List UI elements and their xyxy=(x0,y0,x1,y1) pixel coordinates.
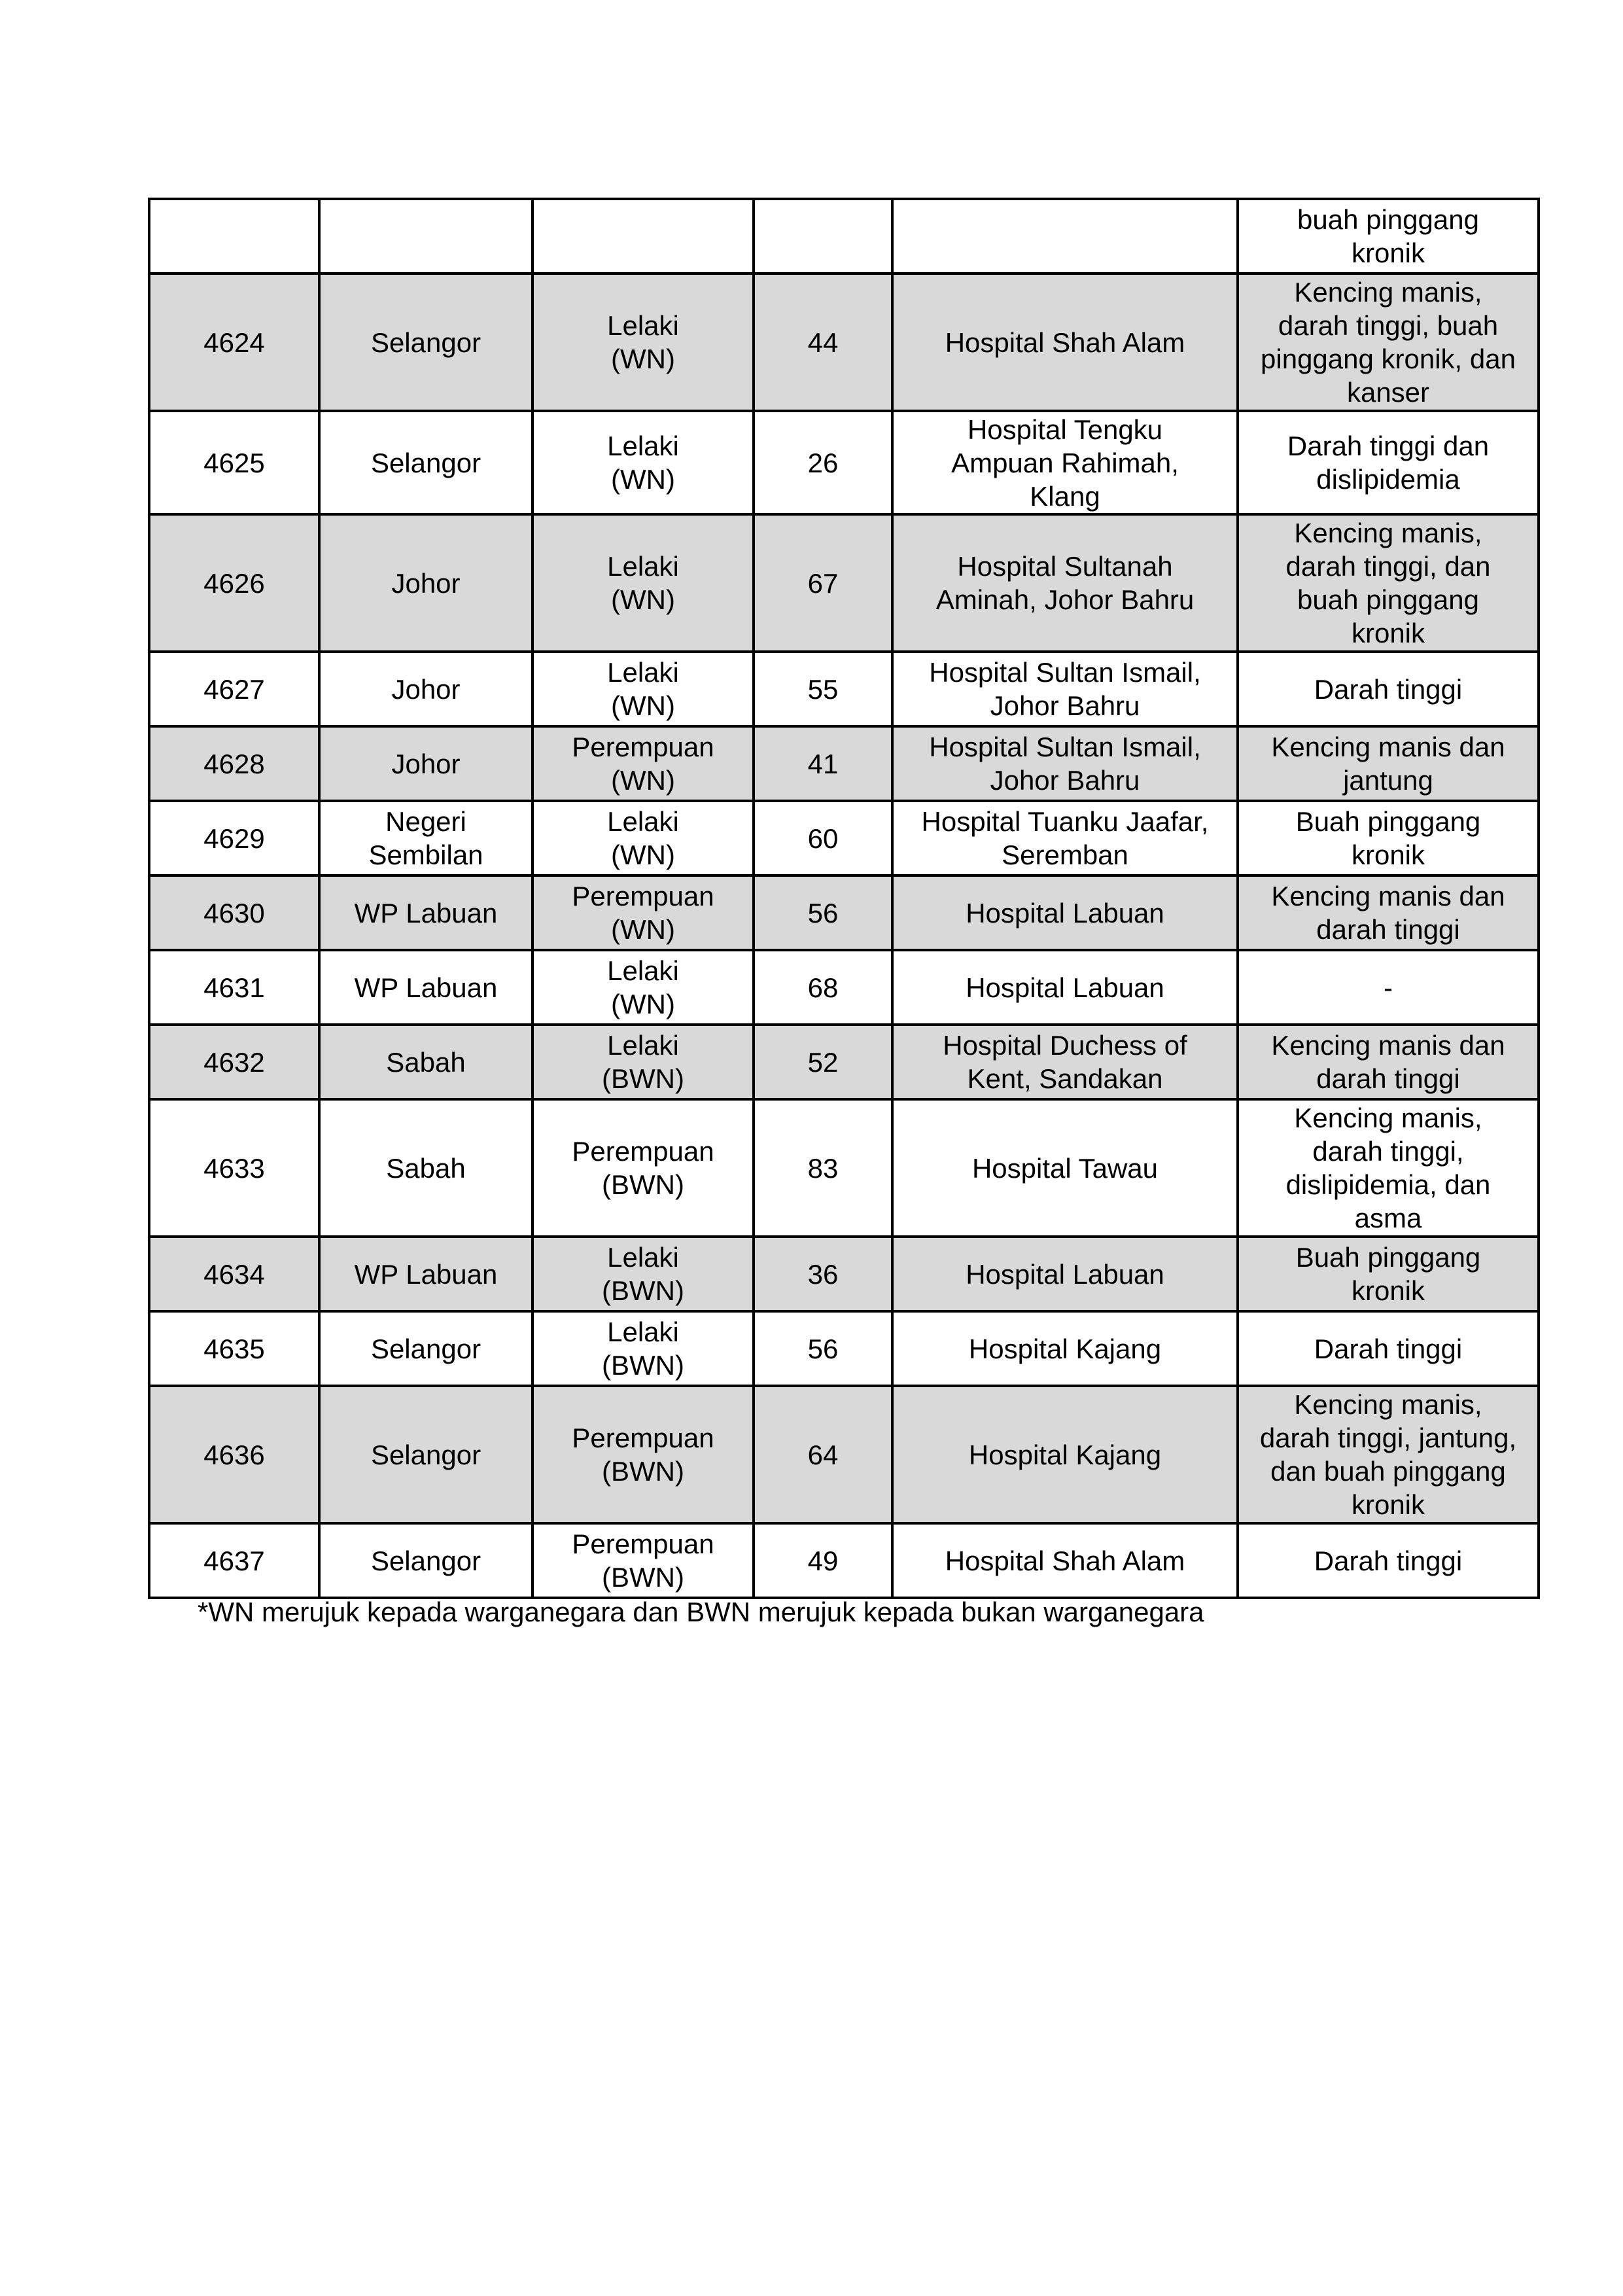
state-cell-line: Johor xyxy=(391,748,461,779)
age-cell: 55 xyxy=(754,652,892,726)
state-cell xyxy=(319,199,532,274)
gender-cell xyxy=(532,1523,754,1598)
state-cell xyxy=(319,1386,532,1523)
conditions-cell-line: Buah pinggang xyxy=(1295,1242,1481,1273)
conditions-cell xyxy=(1238,1386,1539,1523)
gender-cell-line: (BWN) xyxy=(602,1350,684,1381)
state-cell xyxy=(319,514,532,652)
age-cell: 44 xyxy=(754,274,892,411)
conditions-cell xyxy=(1238,274,1539,411)
table-row xyxy=(149,1237,1539,1311)
conditions-cell-line: buah pinggang xyxy=(1297,204,1479,235)
hospital-cell xyxy=(892,411,1238,514)
table-row xyxy=(149,1099,1539,1237)
hospital-cell-line: Hospital Labuan xyxy=(966,1258,1164,1290)
gender-cell xyxy=(532,1386,754,1523)
conditions-cell xyxy=(1238,1523,1539,1598)
table-row xyxy=(149,1025,1539,1099)
age-cell: 52 xyxy=(754,1025,892,1099)
gender-cell xyxy=(532,1099,754,1237)
hospital-cell-line: Hospital Sultan Ismail, xyxy=(929,732,1201,762)
hospital-cell-line: Kent, Sandakan xyxy=(967,1063,1163,1094)
hospital-cell-line: Hospital Tuanku Jaafar, xyxy=(921,806,1209,837)
state-cell xyxy=(319,801,532,875)
hospital-cell-line: Hospital Sultan Ismail, xyxy=(929,657,1201,688)
state-cell-line: Selangor xyxy=(370,447,481,478)
gender-cell-line: Lelaki xyxy=(607,1242,679,1273)
conditions-cell-line: dislipidemia, dan xyxy=(1285,1169,1491,1200)
gender-cell-line: (WN) xyxy=(611,584,675,615)
table-row xyxy=(149,1311,1539,1386)
age-cell: 83 xyxy=(754,1099,892,1237)
gender-cell-line: (BWN) xyxy=(602,1456,684,1487)
gender-cell xyxy=(532,1311,754,1386)
conditions-cell xyxy=(1238,1237,1539,1311)
conditions-cell-line: - xyxy=(1384,972,1393,1003)
hospital-cell-line: Hospital Tawau xyxy=(971,1152,1159,1184)
hospital-cell xyxy=(892,1311,1238,1386)
gender-cell xyxy=(532,726,754,801)
hospital-cell xyxy=(892,274,1238,411)
conditions-cell xyxy=(1238,1099,1539,1237)
gender-cell-line: Perempuan xyxy=(572,1422,714,1453)
case-table xyxy=(148,198,1540,1599)
hospital-cell-line: Hospital Kajang xyxy=(968,1439,1162,1470)
gender-cell-line: Lelaki xyxy=(607,1316,679,1347)
gender-cell-line: Perempuan xyxy=(572,732,714,762)
gender-cell-line: Lelaki xyxy=(607,806,679,837)
hospital-cell xyxy=(892,1523,1238,1598)
conditions-cell-line: Buah pinggang xyxy=(1295,806,1481,837)
conditions-cell-line: dan buah pinggang xyxy=(1270,1456,1506,1487)
state-cell-line: Selangor xyxy=(370,1333,481,1364)
case-number-cell: 4635 xyxy=(149,1311,319,1386)
gender-cell xyxy=(532,950,754,1025)
hospital-cell xyxy=(892,652,1238,726)
state-cell xyxy=(319,1523,532,1598)
age-cell: 56 xyxy=(754,875,892,950)
gender-cell-line: (BWN) xyxy=(602,1063,684,1094)
table-row xyxy=(149,199,1539,274)
age-cell xyxy=(754,199,892,274)
gender-cell xyxy=(532,652,754,726)
conditions-cell-line: darah tinggi xyxy=(1316,1063,1460,1094)
conditions-cell-line: darah tinggi xyxy=(1316,914,1460,945)
gender-cell-line: (WN) xyxy=(611,464,675,495)
age-cell: 60 xyxy=(754,801,892,875)
case-number-cell: 4637 xyxy=(149,1523,319,1598)
conditions-cell-line: darah tinggi, dan xyxy=(1285,551,1491,582)
hospital-cell-line: Aminah, Johor Bahru xyxy=(935,584,1195,615)
case-number-cell: 4624 xyxy=(149,274,319,411)
state-cell xyxy=(319,1237,532,1311)
state-cell-line: Sembilan xyxy=(368,839,483,870)
gender-cell xyxy=(532,274,754,411)
case-table-body xyxy=(149,199,1539,1598)
gender-cell-line: Perempuan xyxy=(572,1136,714,1167)
conditions-cell-line: Kencing manis dan xyxy=(1271,732,1505,762)
conditions-cell-line: kronik xyxy=(1351,839,1425,870)
conditions-cell-line: Kencing manis, xyxy=(1294,277,1482,308)
hospital-cell xyxy=(892,950,1238,1025)
state-cell xyxy=(319,1311,532,1386)
state-cell-line: Selangor xyxy=(370,1439,481,1470)
conditions-cell-line: Kencing manis, xyxy=(1294,1103,1482,1133)
table-row xyxy=(149,726,1539,801)
gender-cell-line: Lelaki xyxy=(607,955,679,986)
conditions-cell-line: Darah tinggi dan xyxy=(1287,431,1490,461)
state-cell xyxy=(319,1025,532,1099)
gender-cell-line: Lelaki xyxy=(607,1030,679,1061)
conditions-cell-line: kronik xyxy=(1351,238,1425,268)
conditions-cell xyxy=(1238,199,1539,274)
footnote: *WN merujuk kepada warganegara dan BWN merujuk kepada bukan warganegara xyxy=(198,1597,1204,1627)
hospital-cell-line: Hospital Sultanah xyxy=(957,551,1173,582)
gender-cell-line: Lelaki xyxy=(607,657,679,688)
conditions-cell-line: pinggang kronik, dan xyxy=(1261,344,1516,374)
conditions-cell xyxy=(1238,514,1539,652)
gender-cell-line: (WN) xyxy=(611,989,675,1019)
case-number-cell: 4625 xyxy=(149,411,319,514)
conditions-cell-line: Kencing manis dan xyxy=(1271,1030,1505,1061)
table-row xyxy=(149,514,1539,652)
age-cell: 49 xyxy=(754,1523,892,1598)
state-cell-line: Selangor xyxy=(370,327,481,358)
gender-cell-line: (WN) xyxy=(611,690,675,721)
conditions-cell-line: darah tinggi, buah xyxy=(1278,310,1499,341)
hospital-cell xyxy=(892,514,1238,652)
case-number-cell: 4628 xyxy=(149,726,319,801)
state-cell xyxy=(319,1099,532,1237)
conditions-cell-line: kronik xyxy=(1351,1489,1425,1520)
case-number-cell: 4636 xyxy=(149,1386,319,1523)
table-row xyxy=(149,875,1539,950)
case-number-cell: 4630 xyxy=(149,875,319,950)
hospital-cell-line: Klang xyxy=(1030,480,1100,512)
conditions-cell-line: kanser xyxy=(1346,377,1430,408)
conditions-cell-line: Darah tinggi xyxy=(1314,1545,1463,1576)
case-number-cell: 4627 xyxy=(149,652,319,726)
state-cell xyxy=(319,726,532,801)
gender-cell-line: (WN) xyxy=(611,765,675,796)
hospital-cell xyxy=(892,1386,1238,1523)
age-cell: 26 xyxy=(754,411,892,514)
conditions-cell-line: darah tinggi, xyxy=(1312,1136,1464,1167)
conditions-cell xyxy=(1238,801,1539,875)
gender-cell-line: Perempuan xyxy=(572,881,714,911)
gender-cell-line: Perempuan xyxy=(572,1528,714,1559)
conditions-cell-line: Kencing manis dan xyxy=(1271,881,1505,911)
hospital-cell xyxy=(892,875,1238,950)
conditions-cell-line: Kencing manis, xyxy=(1294,518,1482,548)
state-cell-line: WP Labuan xyxy=(354,897,498,928)
gender-cell-line: (BWN) xyxy=(602,1275,684,1306)
table-row xyxy=(149,1523,1539,1598)
age-cell: 41 xyxy=(754,726,892,801)
gender-cell-line: (BWN) xyxy=(602,1169,684,1200)
conditions-cell-line: buah pinggang xyxy=(1297,584,1479,615)
case-number-cell xyxy=(149,199,319,274)
conditions-cell-line: darah tinggi, jantung, xyxy=(1259,1422,1517,1453)
case-number-cell: 4631 xyxy=(149,950,319,1025)
gender-cell xyxy=(532,801,754,875)
case-number-cell: 4634 xyxy=(149,1237,319,1311)
hospital-cell xyxy=(892,1237,1238,1311)
state-cell-line: Johor xyxy=(391,673,461,705)
case-number-cell: 4633 xyxy=(149,1099,319,1237)
gender-cell-line: (WN) xyxy=(611,839,675,870)
state-cell-line: Sabah xyxy=(386,1152,466,1184)
hospital-cell xyxy=(892,726,1238,801)
hospital-cell xyxy=(892,199,1238,274)
hospital-cell-line: Hospital Tengku xyxy=(967,414,1163,445)
conditions-cell-line: jantung xyxy=(1343,765,1433,796)
state-cell xyxy=(319,411,532,514)
age-cell: 68 xyxy=(754,950,892,1025)
conditions-cell-line: kronik xyxy=(1351,618,1425,648)
hospital-cell-line: Hospital Kajang xyxy=(968,1333,1162,1364)
gender-cell xyxy=(532,514,754,652)
table-row xyxy=(149,411,1539,514)
state-cell-line: Selangor xyxy=(370,1545,481,1576)
hospital-cell-line: Ampuan Rahimah, xyxy=(951,447,1179,478)
age-cell: 56 xyxy=(754,1311,892,1386)
conditions-cell xyxy=(1238,1025,1539,1099)
gender-cell-line: (WN) xyxy=(611,344,675,374)
case-number-cell: 4632 xyxy=(149,1025,319,1099)
hospital-cell-line: Hospital Duchess of xyxy=(943,1030,1187,1061)
gender-cell-line: (WN) xyxy=(611,914,675,945)
hospital-cell xyxy=(892,1025,1238,1099)
state-cell-line: Johor xyxy=(391,567,461,599)
conditions-cell-line: Darah tinggi xyxy=(1314,1333,1463,1364)
gender-cell-line: Lelaki xyxy=(607,551,679,582)
gender-cell xyxy=(532,199,754,274)
state-cell-line: WP Labuan xyxy=(354,972,498,1003)
state-cell xyxy=(319,875,532,950)
table-row xyxy=(149,801,1539,875)
gender-cell-line: Lelaki xyxy=(607,310,679,341)
state-cell-line: WP Labuan xyxy=(354,1258,498,1290)
hospital-cell-line: Hospital Shah Alam xyxy=(945,327,1185,358)
table-row xyxy=(149,950,1539,1025)
age-cell: 36 xyxy=(754,1237,892,1311)
state-cell xyxy=(319,274,532,411)
case-number-cell: 4626 xyxy=(149,514,319,652)
table-row xyxy=(149,1386,1539,1523)
table-row xyxy=(149,274,1539,411)
conditions-cell xyxy=(1238,726,1539,801)
conditions-cell xyxy=(1238,950,1539,1025)
hospital-cell-line: Hospital Labuan xyxy=(966,972,1164,1003)
hospital-cell xyxy=(892,801,1238,875)
gender-cell xyxy=(532,1025,754,1099)
hospital-cell-line: Hospital Labuan xyxy=(966,897,1164,928)
hospital-cell-line: Johor Bahru xyxy=(990,765,1140,796)
conditions-cell-line: dislipidemia xyxy=(1316,464,1460,495)
hospital-cell xyxy=(892,1099,1238,1237)
gender-cell-line: (BWN) xyxy=(602,1562,684,1593)
conditions-cell-line: kronik xyxy=(1351,1275,1425,1306)
gender-cell-line: Lelaki xyxy=(607,431,679,461)
age-cell: 67 xyxy=(754,514,892,652)
hospital-cell-line: Johor Bahru xyxy=(990,690,1140,721)
conditions-cell xyxy=(1238,652,1539,726)
state-cell xyxy=(319,652,532,726)
gender-cell xyxy=(532,411,754,514)
gender-cell xyxy=(532,875,754,950)
state-cell xyxy=(319,950,532,1025)
conditions-cell xyxy=(1238,875,1539,950)
state-cell-line: Sabah xyxy=(386,1046,466,1078)
case-number-cell: 4629 xyxy=(149,801,319,875)
conditions-cell xyxy=(1238,1311,1539,1386)
gender-cell xyxy=(532,1237,754,1311)
conditions-cell-line: Darah tinggi xyxy=(1314,673,1463,705)
conditions-cell-line: asma xyxy=(1354,1203,1422,1233)
table-row xyxy=(149,652,1539,726)
state-cell-line: Negeri xyxy=(385,806,466,837)
conditions-cell xyxy=(1238,411,1539,514)
hospital-cell-line: Hospital Shah Alam xyxy=(945,1545,1185,1576)
hospital-cell-line: Seremban xyxy=(1002,839,1128,870)
conditions-cell-line: Kencing manis, xyxy=(1294,1389,1482,1420)
age-cell: 64 xyxy=(754,1386,892,1523)
